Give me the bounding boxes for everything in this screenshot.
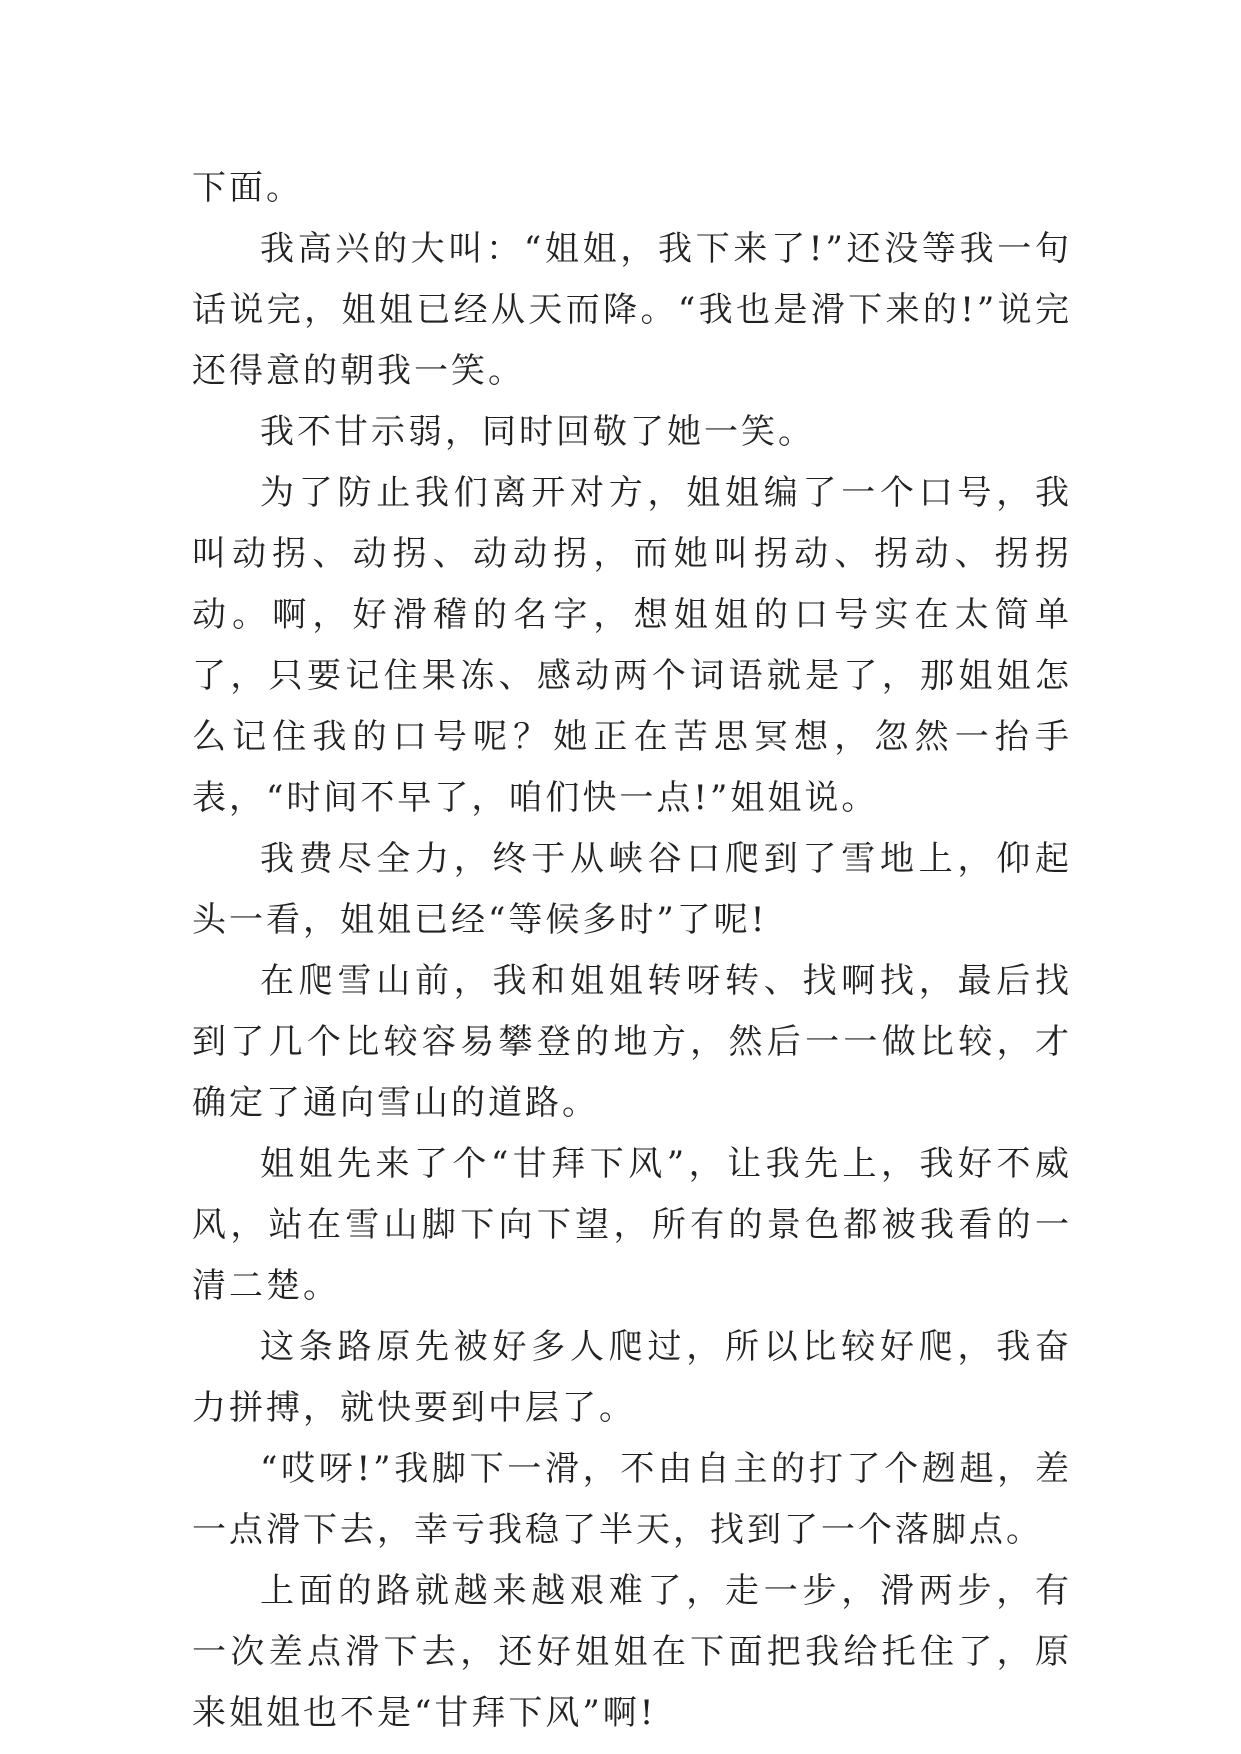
paragraph: 上面的路就越来越艰难了，走一步，滑两步，有一次差点滑下去，还好姐姐在下面把我给托住了，原来姐姐也不是“甘拜下风”啊! — [192, 1571, 1072, 1733]
paragraph: “哎呀!”我脚下一滑，不由自主的打了个趔趄，差一点滑下去，幸亏我稳了半天，找到了一个落脚点。 — [192, 1449, 1072, 1550]
paragraph: 我高兴的大叫：“姐姐，我下来了!”还没等我一句话说完，姐姐已经从天而降。“我也是滑下来的!”说完还得意的朝我一笑。 — [192, 229, 1072, 391]
paragraph: 姐姐先来了个“甘拜下风”，让我先上，我好不威风，站在雪山脚下向下望，所有的景色都被我看的一清二楚。 — [192, 1144, 1072, 1306]
paragraph: 这条路原先被好多人爬过，所以比较好爬，我奋力拼搏，就快要到中层了。 — [192, 1327, 1072, 1428]
paragraph: 我费尽全力，终于从峡谷口爬到了雪地上，仰起头一看，姐姐已经“等候多时”了呢! — [192, 839, 1072, 940]
document-body — [192, 158, 1072, 1744]
paragraph: 我不甘示弱，同时回敬了她一笑。 — [260, 412, 815, 452]
paragraph: 在爬雪山前，我和姐姐转呀转、找啊找，最后找到了几个比较容易攀登的地方，然后一一做比较，才确定了通向雪山的道路。 — [192, 961, 1072, 1123]
paragraph: 为了防止我们离开对方，姐姐编了一个口号，我叫动拐、动拐、动动拐，而她叫拐动、拐动、拐拐动。啊，好滑稽的名字，想姐姐的口号实在太简单了，只要记住果冻、感动两个词语就是了，那姐姐怎么记住我的口号呢？她正在苦思冥想，忽然一抬手表，“时间不早了，咱们快一点!”姐姐说。 — [192, 473, 1072, 818]
paragraph: 下面。 — [192, 168, 303, 208]
